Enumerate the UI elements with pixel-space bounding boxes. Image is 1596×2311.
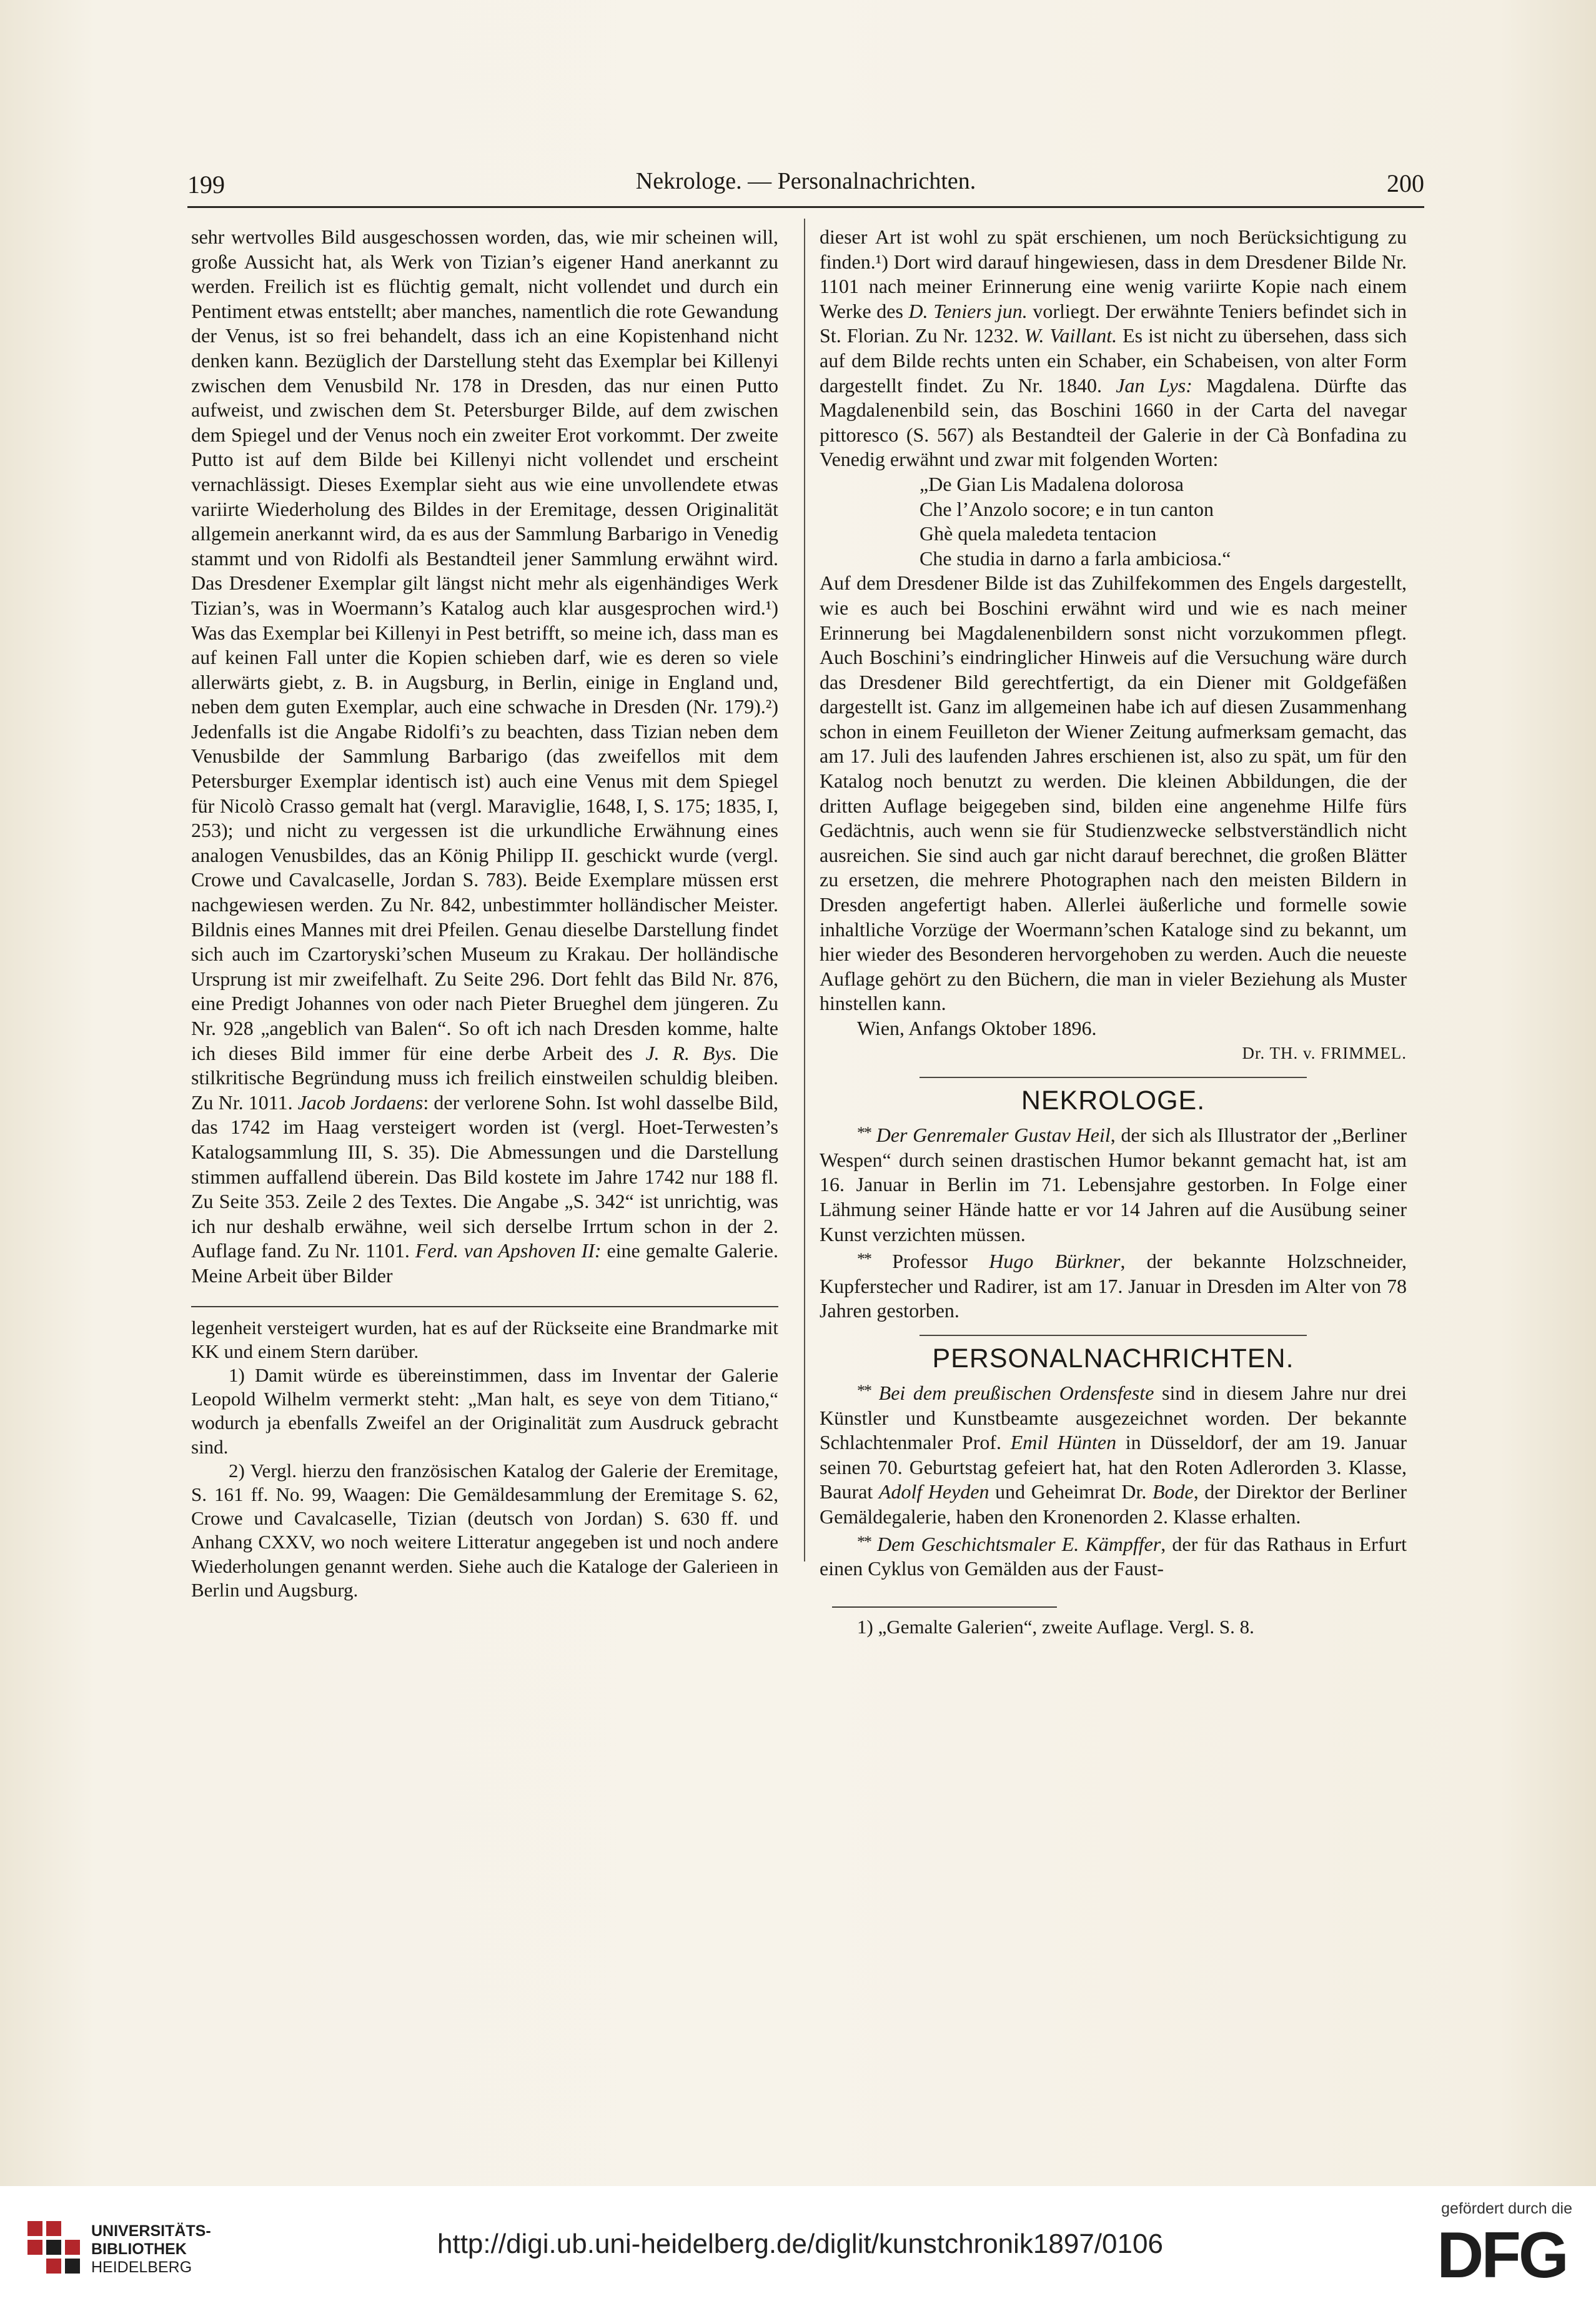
- nekrolog-2-text: , der bekannte Holzschneider, Kupferstecher und Radirer, ist am 17. Januar in Dresden im Alter von 78 Jahren gestorben.: [820, 1250, 1407, 1322]
- dfg-logo[interactable]: [1430, 2222, 1574, 2285]
- left-text-after-apshoven: eine gemalte Galerie. Meine Arbeit über Bilder: [191, 1239, 778, 1287]
- left-text-after-bys: . Die stilkritische Begründung muss ich freilich einstweilen schuldig bleiben. Zu Nr. 1011.: [191, 1041, 779, 1114]
- teniers-name: D. Teniers jun.: [908, 299, 1028, 322]
- nekrolog-1-text: , der sich als Illustrator der „Berliner Wespen“ durch seinen drastischen Humor bekannt gemacht hat, ist am 16. Januar in Berlin im 71. Lebensjahre gestorben. In Folge einer Lähmung seiner Hände hatte er vor 14 Jahren auf die Ausübung seiner Kunst verzichten müssen.: [820, 1124, 1407, 1245]
- university-library-logo[interactable]: [24, 2217, 224, 2286]
- nekrolog-item: [820, 1247, 1407, 1324]
- institution-name: [91, 2222, 211, 2277]
- poem-line: Che l’Anzolo socore; e in tun canton: [919, 497, 1214, 520]
- kaempffer-name: Dem Geschichtsmaler E. Kämpffer: [877, 1532, 1161, 1555]
- personal-1-text-c: und Geheimrat Dr.: [989, 1480, 1152, 1503]
- funded-by-label: gefördert durch die: [1441, 2200, 1572, 2217]
- right-text-c: Es ist nicht zu übersehen, dass sich auf dem Bilde rechts unten ein Schaber, ein Schabeisen, von alter Form dargestellt findet. Zu Nr. 1840.: [820, 324, 1407, 397]
- left-text-after-jordaens: : der verlorene Sohn. Ist wohl dasselbe Bild, das 1742 im Haag versteigert worden ist (vergl. Hoet-Terwesten’s Katalogsammlung III, S. 35). Die Abmessungen und die Darstellung stimmen auffallend überein. Das Bild kostete im Jahre 1742 nur 188 fl. Zu Seite 353. Zeile 2 des Textes. Die Angabe „S. 342“ ist unrichtig, was ich nur deshalb erwähne, weil sich derselbe Irrtum schon in der 2. Auflage fand. Zu Nr. 1101.: [191, 1091, 779, 1262]
- svg-text:DFG: DFG: [1437, 2222, 1567, 2285]
- footnote-1: 1) Damit würde es übereinstimmen, dass im Inventar der Galerie Leopold Wilhelm vermerkt steht: „Man halt, es seye von dem Titiano,“ wodurch ja ebenfalls Zweifel an der Originalität zum Ausdruck gebracht sind.: [191, 1363, 778, 1458]
- right-footnote-1: 1) „Gemalte Galerien“, zweite Auflage. Vergl. S. 8.: [857, 1615, 1254, 1638]
- page-number-right: 200: [1387, 169, 1424, 197]
- right-column: [820, 225, 1407, 1639]
- right-intro-paragraph: [820, 225, 1407, 472]
- poem-line: Ghè quela maledeta tentacion: [919, 522, 1157, 545]
- apshoven-name: Ferd. van Apshoven II:: [415, 1239, 602, 1262]
- library-crest-icon: [24, 2217, 83, 2277]
- right-main-paragraph: Auf dem Dresdener Bilde ist das Zuhilfekommen des Engels dargestellt, wie es auch bei Boschini erwähnt wird und wie es nach meiner Erinnerung bei Magdalenenbildern sonst nicht vorzukommen pflegt. Auch Boschini’s eindringlicher Hinweis auf die Versuchung wäre durch das Dresdener Bild gerechtfertigt, da ein Diener mit Goldgefäßen dargestellt ist. Ganz im allgemeinen habe ich auf diesen Zusammenhang schon in einem Feuilleton der Wiener Zeitung aufmerksam gemacht, das am 17. Juli des laufenden Jahres erschienen ist, also zu spät, um für den Katalog noch benutzt zu werden. Die kleinen Abbildungen, die der dritten Auflage beigegeben sind, bilden eine angenehme Hilfe fürs Gedächtnis, auch wenn sie für Studienzwecke selbstverständlich nicht ausreichen. Sie sind auch gar nicht darauf berechnet, die großen Blätter zu ersetzen, die mehrere Photographen nach den meisten Bildern in Dresden angefertigt haben. Allerlei äußerliche und formelle sowie inhaltliche Vorzüge der Woermann’schen Kataloge sind zu bekannt, um hier wieder des Besonderen hervorgehoben zu werden. Auch die neueste Auflage gehört zu den Büchern, die man in vieler Beziehung als Muster hinstellen kann.: [820, 572, 1407, 1015]
- digitization-url-link[interactable]: http://digi.ub.uni-heidelberg.de/diglit/kunstchronik1897/0106: [437, 2229, 1163, 2259]
- page-number-left: 199: [187, 171, 225, 199]
- section-rule: [919, 1335, 1307, 1336]
- header-rule: [187, 206, 1424, 208]
- author-signature: Dr. TH. v. FRIMMEL.: [1242, 1043, 1407, 1062]
- personal-1-text-a: sind in diesem Jahre nur drei Künstler und Kunstbeamte ausgezeichnet worden. Der bekannte Schlachtenmaler Prof.: [820, 1381, 1407, 1454]
- left-main-paragraph: [191, 225, 778, 1289]
- poem-line: Che studia in darno a farla ambiciosa.“: [919, 547, 1231, 570]
- left-main-text: sehr wertvolles Bild ausgeschossen worden, das, wie mir scheinen will, große Aussicht hat, als Werk von Tizian’s eigener Hand anerkannt zu werden. Freilich ist es flüchtig gemalt, nicht vollendet und durch ein Pentiment etwas entstellt; aber manches, namentlich die rote Gewandung der Venus, ist so frei behandelt, dass ich an eine Kopistenhand nicht denken kann. Bezüglich der Darstellung steht das Exemplar bei Killenyi zwischen dem Venusbild Nr. 178 in Dresden, das nur einen Putto aufweist, und zwischen dem St. Petersburger Bilde, auf dem zwischen dem Spiegel und der Venus noch ein zweiter Erot vorkommt. Der zweite Putto ist auf dem Bilde bei Killenyi nicht vollendet und erscheint vernachlässigt. Dieses Exemplar sieht aus wie eine unvollendete etwas variirte Wiederholung des Bildes in der Eremitage, dessen Originalität allgemein anerkannt wird, da es aus der Sammlung Barbarigo in Venedig stammt und von Ridolfi als Bestandteil jener Sammlung erwähnt wird. Das Dresdener Exemplar gilt längst nicht mehr als eigenhändiges Werk Tizian’s, was in Woermann’s Katalog auch klar ausgesprochen wird.¹) Was das Exemplar bei Killenyi in Pest betrifft, so meine ich, dass man es auf keinen Fall unter die Kopien schieben darf, wie es deren so viele allerwärts giebt, z. B. in Augsburg, in Berlin, einige in England und, neben dem guten Exemplar, auch eine schwache in Dresden (Nr. 179).²) Jedenfalls ist die Angabe Ridolfi’s zu beachten, dass Tizian neben dem Venusbilde der Sammlung Barbarigo (das zweifellos mit dem Petersburger Exemplar identisch ist) auch eine Venus mit dem Spiegel für Nicolò Crasso gemalt hat (vergl. Maraviglie, 1648, I, S. 175; 1835, I, 253); und nicht zu vergessen ist die urkundliche Erwähnung eines analogen Venusbildes, das an König Philipp II. geschickt wurde (vergl. Crowe und Cavalcaselle, Jordan S. 783). Beide Exemplare müssen erst nachgewiesen werden. Zu Nr. 842, unbestimmter holländischer Meister. Bildnis eines Mannes mit drei Pfeilen. Genau dieselbe Darstellung findet sich auch im Czartoryski’schen Museum zu Krakau. Der holländische Ursprung ist mir zweifelhaft. Zu Seite 296. Dort fehlt das Bild Nr. 876, eine Predigt Johannes von oder nach Pieter Brueghel dem jüngeren. Zu Nr. 928 „angeblich van Balen“. So oft ich nach Dresden komme, halte ich dieses Bild immer für eine derbe Arbeit des: [191, 225, 778, 1064]
- personal-item: [820, 1530, 1407, 1581]
- asterism-icon: **: [857, 1124, 871, 1142]
- heyden-name: Adolf Heyden: [878, 1480, 989, 1503]
- poem-line: „De Gian Lis Madalena dolorosa: [919, 472, 1184, 495]
- bys-name: J. R. Bys: [645, 1041, 732, 1064]
- footnote-rule: [191, 1306, 778, 1307]
- right-text-a: dieser Art ist wohl zu spät erschienen, um noch Berücksichtigung zu finden.¹) Dort wird darauf hingewiesen, dass in dem Dresdener Bilde Nr. 1101 nach meiner Erinnerung eine wenig variirte Kopie nach einem Werke des: [820, 225, 1407, 322]
- institution-line: BIBLIOTHEK: [91, 2240, 187, 2258]
- left-column: [191, 225, 778, 1602]
- footnote-rule: [832, 1606, 1057, 1608]
- bode-name: Bode: [1152, 1480, 1194, 1503]
- digitization-footer: [0, 2186, 1596, 2311]
- heil-name: Der Genremaler Gustav Heil: [876, 1124, 1111, 1147]
- nekrologe-heading: NEKROLOGE.: [1021, 1086, 1206, 1116]
- running-title: Nekrologe. — Personalnachrichten.: [635, 168, 976, 194]
- asterism-icon: **: [857, 1250, 871, 1269]
- personal-2-text: , der für das Rathaus in Erfurt einen Cyklus von Gemälden aus der Faust-: [820, 1532, 1407, 1580]
- personalnachrichten-heading: PERSONALNACHRICHTEN.: [932, 1343, 1294, 1373]
- nekrolog-item: [820, 1121, 1407, 1247]
- footnote-continuation: legenheit versteigert wurden, hat es auf der Rückseite eine Brandmarke mit KK und einem Stern darüber.: [191, 1316, 778, 1362]
- footnote-2: 2) Vergl. hierzu den französischen Katalog der Galerie der Eremitage, S. 161 ff. No. 99, Waagen: Die Gemäldesammlung der Eremitage S. 62, Crowe und Cavalcaselle, Tizian (deutsch von Jordan) S. 630 ff. und Anhang CXXV, wo noch weitere Litteratur angegeben ist und noch andere Wiederholungen genannt werden. Siehe auch die Kataloge der Galerieen in Berlin und Augsburg.: [191, 1459, 778, 1601]
- huenten-name: Emil Hünten: [1010, 1431, 1117, 1454]
- place-date: Wien, Anfangs Oktober 1896.: [857, 1017, 1097, 1039]
- right-text-b: vorliegt. Der erwähnte Teniers befindet sich in St. Florian. Zu Nr. 1232.: [820, 299, 1407, 347]
- lys-name: Jan Lys:: [1116, 374, 1192, 397]
- asterism-icon: **: [857, 1381, 871, 1400]
- personal-item: [820, 1378, 1407, 1530]
- ordensfest-phrase: Bei dem preußischen Ordensfeste: [878, 1381, 1154, 1404]
- institution-line: UNIVERSITÄTS-: [91, 2222, 211, 2240]
- institution-line: HEIDELBERG: [91, 2259, 192, 2276]
- jordaens-name: Jacob Jordaens: [297, 1091, 424, 1114]
- asterism-icon: **: [857, 1532, 871, 1551]
- personal-1-text-d: , der Direktor der Berliner Gemäldegalerie, haben den Kronenorden 2. Klasse erhalten.: [820, 1480, 1407, 1528]
- buerkner-name: Hugo Bürkner: [989, 1250, 1121, 1273]
- poem-quote: [919, 472, 1407, 571]
- section-rule: [919, 1077, 1307, 1078]
- personal-1-text-b: in Düsseldorf, der am 19. Januar seinen 70. Geburtstag gefeiert hat, hat den Roten Adlerorden 3. Klasse, Baurat: [820, 1431, 1407, 1503]
- column-divider: [804, 219, 805, 1561]
- vaillant-name: W. Vaillant.: [1024, 324, 1118, 347]
- nekrolog-2-prefix: Professor: [871, 1250, 989, 1273]
- right-text-d: Magdalena. Dürfte das Magdalenenbild sein, das Boschini 1660 in der Carta del navegar pittoresco (S. 567) als Bestandteil der Galerie in der Cà Bonfadina zu Venedig erwähnt und zwar mit folgenden Worten:: [820, 374, 1407, 471]
- running-head: [187, 164, 1424, 201]
